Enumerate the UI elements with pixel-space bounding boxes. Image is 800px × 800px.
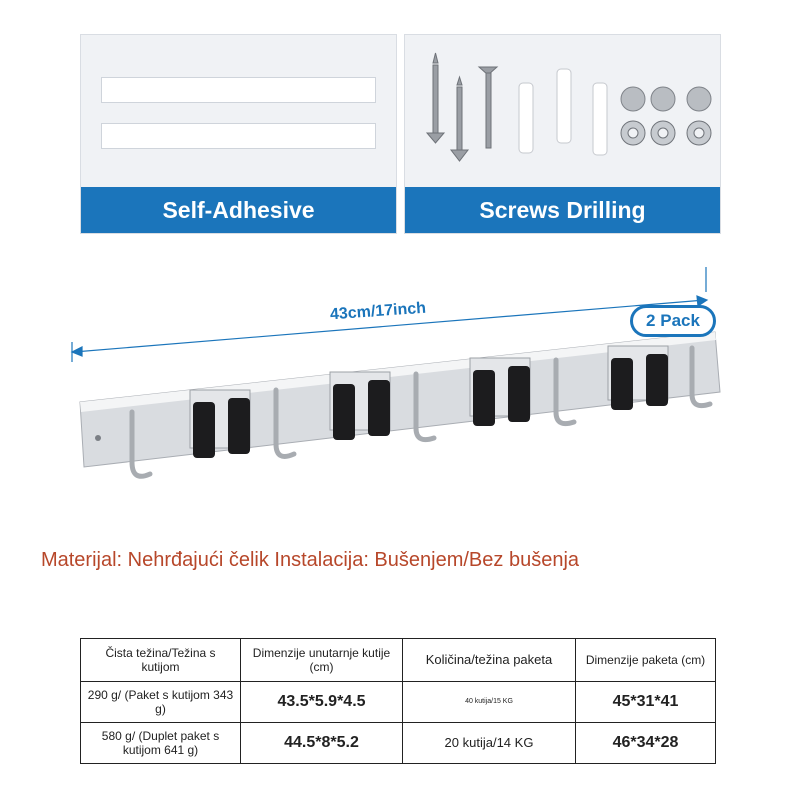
- self-adhesive-panel: [80, 34, 397, 234]
- cell-package-quantity: 20 kutija/14 KG: [403, 723, 576, 764]
- screws-drilling-label: Screws Drilling: [405, 187, 720, 233]
- mop-clip: [470, 358, 530, 426]
- header-weight: Čista težina/Težina s kutijom: [81, 639, 241, 682]
- wall-anchor-icon: [593, 83, 607, 155]
- self-adhesive-label: Self-Adhesive: [81, 187, 396, 233]
- cell-package-quantity: 40 kutija/15 KG: [403, 682, 576, 723]
- cell-weight: 580 g/ (Duplet paket s kutijom 641 g): [81, 723, 241, 764]
- wall-anchor-icon: [557, 69, 571, 143]
- cell-weight: 290 g/ (Paket s kutijom 343 g): [81, 682, 241, 723]
- washer-icon: [621, 121, 711, 145]
- table-row: [81, 723, 716, 764]
- mop-clip: [190, 390, 250, 458]
- cap-icon: [621, 87, 711, 111]
- table-header-row: [81, 639, 716, 682]
- adhesive-strip: [101, 123, 376, 149]
- material-installation-text: Materijal: Nehrđajući čelik Instalacija: Bušenjem/Bez bušenja: [40, 549, 580, 571]
- screw-icon: [451, 77, 468, 161]
- screws-hardware-illustration: [405, 35, 721, 189]
- wall-anchor-icon: [519, 83, 533, 153]
- screw-icon: [479, 67, 497, 148]
- mop-holder-rack-image: [60, 262, 730, 502]
- adhesive-strip: [101, 77, 376, 103]
- header-package-dimensions: Dimenzije paketa (cm): [576, 639, 716, 682]
- screw-icon: [427, 53, 444, 143]
- mop-clip: [330, 372, 390, 440]
- header-package-quantity: Količina/težina paketa: [403, 639, 576, 682]
- cell-inner-box-dimensions: 43.5*5.9*4.5: [241, 682, 403, 723]
- screws-drilling-panel: [404, 34, 721, 234]
- header-inner-box-dimensions: Dimenzije unutarnje kutije (cm): [241, 639, 403, 682]
- pack-badge: 2 Pack: [630, 305, 716, 337]
- cell-inner-box-dimensions: 44.5*8*5.2: [241, 723, 403, 764]
- table-row: [81, 682, 716, 723]
- cell-package-dimensions: 46*34*28: [576, 723, 716, 764]
- mop-clip: [608, 346, 668, 410]
- specs-table: [80, 638, 716, 764]
- dimension-label: 43cm/17inch: [329, 299, 427, 324]
- cell-package-dimensions: 45*31*41: [576, 682, 716, 723]
